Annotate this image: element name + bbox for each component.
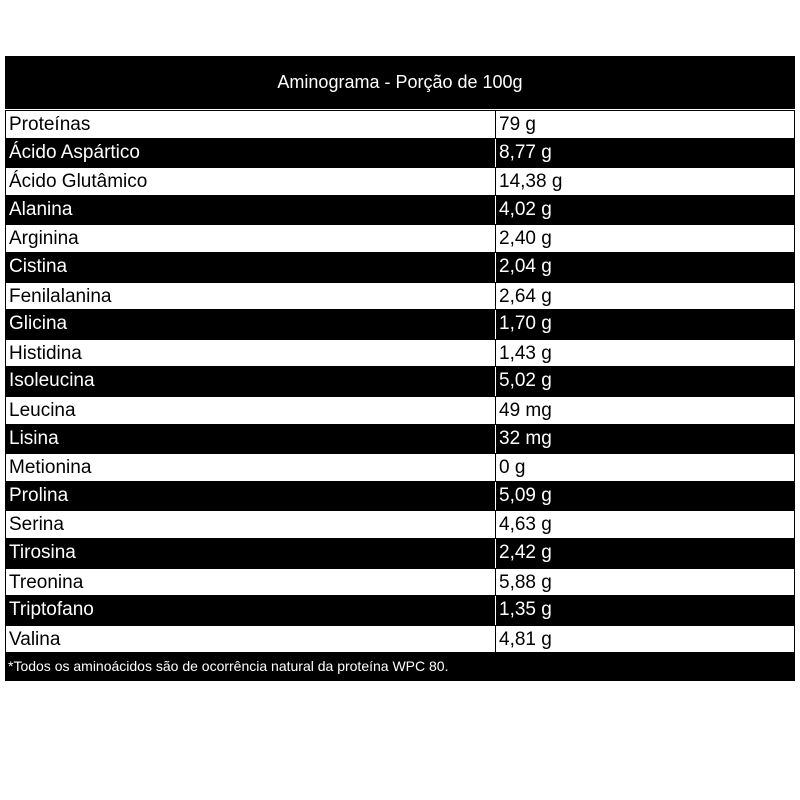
table-title: Aminograma - Porção de 100g: [5, 56, 795, 110]
amino-acid-value: 1,35 g: [495, 596, 794, 625]
table-row: [5, 253, 795, 282]
table-row: [5, 139, 795, 168]
amino-acid-value: 14,38 g: [495, 168, 794, 195]
amino-acid-value: 79 g: [495, 111, 794, 138]
amino-acid-value: 2,40 g: [495, 225, 794, 252]
amino-acid-name: Treonina: [9, 571, 84, 593]
table-row: [5, 224, 795, 253]
amino-acid-value: 5,09 g: [495, 482, 794, 511]
amino-acid-name: Cistina: [9, 255, 68, 277]
table-row: [5, 425, 795, 454]
amino-acid-value: 2,42 g: [495, 539, 794, 568]
amino-acid-value: 2,64 g: [495, 283, 794, 310]
amino-acid-name: Lisina: [9, 427, 59, 449]
table-row: [5, 310, 795, 339]
table-row: [5, 539, 795, 568]
amino-acid-name: Ácido Glutâmico: [9, 171, 148, 193]
amino-acid-name: Glicina: [9, 313, 68, 335]
aminogram-table: [5, 56, 795, 681]
amino-acid-name: Serina: [9, 514, 64, 536]
amino-acid-name: Valina: [9, 628, 61, 650]
table-row: [5, 196, 795, 225]
amino-acid-name: Prolina: [9, 484, 69, 506]
table-row: [5, 453, 795, 482]
amino-acid-value: 8,77 g: [495, 139, 794, 168]
table-row: [5, 110, 795, 139]
table-row: [5, 396, 795, 425]
amino-acid-value: 5,88 g: [495, 569, 794, 596]
amino-acid-value: 32 mg: [495, 425, 794, 454]
amino-acid-value: 1,70 g: [495, 310, 794, 339]
table-row: [5, 167, 795, 196]
amino-acid-name: Alanina: [9, 198, 73, 220]
table-row: [5, 482, 795, 511]
amino-acid-name: Proteínas: [9, 114, 91, 135]
amino-acid-name: Arginina: [9, 228, 79, 250]
table-row: [5, 510, 795, 539]
table-body: [5, 110, 795, 653]
amino-acid-name: Triptofano: [9, 599, 94, 621]
amino-acid-name: Tirosina: [9, 541, 76, 563]
amino-acid-value: 0 g: [495, 454, 794, 481]
table-row: [5, 339, 795, 368]
amino-acid-value: 4,63 g: [495, 511, 794, 538]
amino-acid-name: Metionina: [9, 457, 92, 479]
amino-acid-name: Leucina: [9, 399, 76, 421]
table-row: [5, 625, 795, 654]
amino-acid-name: Ácido Aspártico: [9, 141, 140, 163]
amino-acid-value: 5,02 g: [495, 367, 794, 396]
table-row: [5, 568, 795, 597]
amino-acid-name: Isoleucina: [9, 370, 95, 392]
table-row: [5, 596, 795, 625]
table-row: [5, 367, 795, 396]
amino-acid-value: 49 mg: [495, 397, 794, 424]
amino-acid-name: Fenilalanina: [9, 285, 112, 307]
amino-acid-name: Histidina: [9, 342, 82, 364]
amino-acid-value: 4,81 g: [495, 626, 794, 653]
amino-acid-value: 2,04 g: [495, 253, 794, 282]
amino-acid-value: 1,43 g: [495, 340, 794, 367]
table-row: [5, 282, 795, 311]
table-footnote: *Todos os aminoácidos são de ocorrência natural da proteína WPC 80.: [8, 658, 449, 675]
amino-acid-value: 4,02 g: [495, 196, 794, 225]
